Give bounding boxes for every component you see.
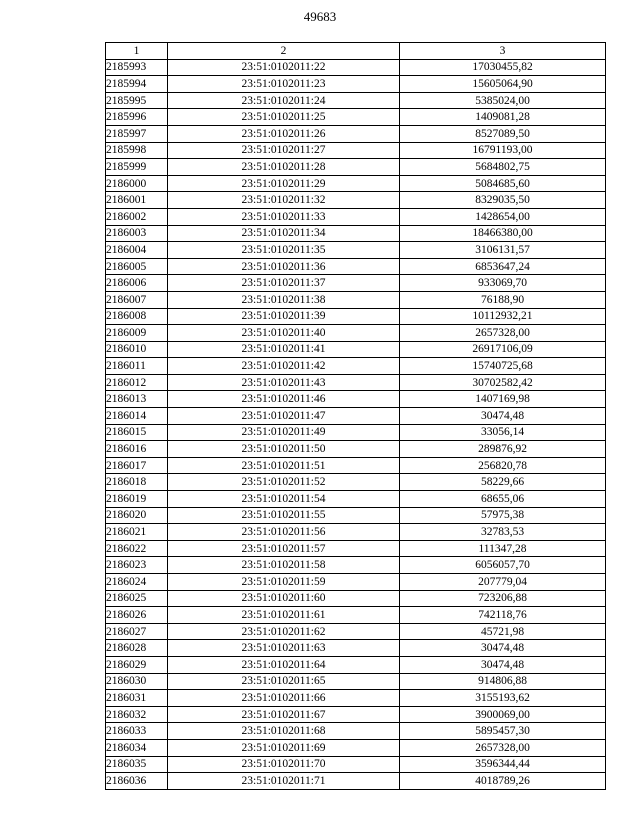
value-cell: 4018789,26 [400,773,606,790]
cadastral-number-cell: 23:51:0102011:26 [168,125,400,142]
cadastral-number-cell: 23:51:0102011:68 [168,723,400,740]
value-cell: 2657328,00 [400,739,606,756]
value-cell: 33056,14 [400,424,606,441]
row-number-cell: 2186010 [106,341,168,358]
cadastral-number-cell: 23:51:0102011:43 [168,374,400,391]
table-row [106,756,606,773]
value-cell: 18466380,00 [400,225,606,242]
table-header-row [106,43,606,60]
value-cell: 3596344,44 [400,756,606,773]
row-number-cell: 2186026 [106,607,168,624]
value-cell: 111347,28 [400,540,606,557]
value-cell: 5084685,60 [400,175,606,192]
cadastral-number-cell: 23:51:0102011:50 [168,441,400,458]
row-number-cell: 2186002 [106,208,168,225]
value-cell: 76188,90 [400,291,606,308]
table-row [106,208,606,225]
value-cell: 30702582,42 [400,374,606,391]
row-number-cell: 2186003 [106,225,168,242]
value-cell: 30474,48 [400,640,606,657]
value-cell: 3106131,57 [400,242,606,259]
table-row [106,557,606,574]
table-row [106,590,606,607]
row-number-cell: 2186001 [106,192,168,209]
table-row [106,242,606,259]
row-number-cell: 2186015 [106,424,168,441]
value-cell: 8527089,50 [400,125,606,142]
value-cell: 8329035,50 [400,192,606,209]
row-number-cell: 2186012 [106,374,168,391]
value-cell: 15605064,90 [400,76,606,93]
value-cell: 32783,53 [400,524,606,541]
row-number-cell: 2186030 [106,673,168,690]
row-number-cell: 2186029 [106,656,168,673]
cadastral-number-cell: 23:51:0102011:70 [168,756,400,773]
value-cell: 10112932,21 [400,308,606,325]
cadastral-number-cell: 23:51:0102011:59 [168,574,400,591]
table-row [106,773,606,790]
table-row [106,341,606,358]
value-cell: 742118,76 [400,607,606,624]
table-row [106,325,606,342]
cadastral-number-cell: 23:51:0102011:29 [168,175,400,192]
table-row [106,457,606,474]
table-row [106,258,606,275]
cadastral-number-cell: 23:51:0102011:47 [168,408,400,425]
table-row [106,308,606,325]
value-cell: 256820,78 [400,457,606,474]
cadastral-number-cell: 23:51:0102011:39 [168,308,400,325]
value-cell: 17030455,82 [400,59,606,76]
table-row [106,374,606,391]
page-number: 49683 [303,9,337,24]
cadastral-number-cell: 23:51:0102011:33 [168,208,400,225]
value-cell: 15740725,68 [400,358,606,375]
row-number-cell: 2186011 [106,358,168,375]
table-row [106,656,606,673]
row-number-cell: 2185995 [106,92,168,109]
column-header-2: 2 [168,43,400,60]
cadastral-number-cell: 23:51:0102011:42 [168,358,400,375]
cadastral-number-cell: 23:51:0102011:55 [168,507,400,524]
cadastral-number-cell: 23:51:0102011:24 [168,92,400,109]
table-row [106,424,606,441]
row-number-cell: 2186013 [106,391,168,408]
value-cell: 3155193,62 [400,690,606,707]
table-row [106,623,606,640]
row-number-cell: 2186004 [106,242,168,259]
table-row [106,175,606,192]
table-row [106,159,606,176]
cadastral-number-cell: 23:51:0102011:36 [168,258,400,275]
value-cell: 6056057,70 [400,557,606,574]
row-number-cell: 2186014 [106,408,168,425]
value-cell: 58229,66 [400,474,606,491]
registry-table [105,42,606,790]
value-cell: 45721,98 [400,623,606,640]
table-row [106,739,606,756]
cadastral-number-cell: 23:51:0102011:61 [168,607,400,624]
table-row [106,441,606,458]
cadastral-number-cell: 23:51:0102011:23 [168,76,400,93]
row-number-cell: 2186008 [106,308,168,325]
table-row [106,275,606,292]
row-number-cell: 2186031 [106,690,168,707]
row-number-cell: 2185993 [106,59,168,76]
value-cell: 2657328,00 [400,325,606,342]
cadastral-number-cell: 23:51:0102011:41 [168,341,400,358]
table-row [106,540,606,557]
cadastral-number-cell: 23:51:0102011:34 [168,225,400,242]
table-row [106,192,606,209]
row-number-cell: 2186025 [106,590,168,607]
cadastral-number-cell: 23:51:0102011:46 [168,391,400,408]
value-cell: 5684802,75 [400,159,606,176]
cadastral-number-cell: 23:51:0102011:64 [168,656,400,673]
cadastral-number-cell: 23:51:0102011:25 [168,109,400,126]
cadastral-number-cell: 23:51:0102011:65 [168,673,400,690]
value-cell: 5895457,30 [400,723,606,740]
cadastral-number-cell: 23:51:0102011:54 [168,491,400,508]
table-row [106,640,606,657]
row-number-cell: 2185998 [106,142,168,159]
cadastral-number-cell: 23:51:0102011:49 [168,424,400,441]
value-cell: 26917106,09 [400,341,606,358]
table-row [106,673,606,690]
row-number-cell: 2185997 [106,125,168,142]
row-number-cell: 2185994 [106,76,168,93]
table-row [106,358,606,375]
row-number-cell: 2186032 [106,706,168,723]
cadastral-number-cell: 23:51:0102011:56 [168,524,400,541]
row-number-cell: 2186034 [106,739,168,756]
cadastral-number-cell: 23:51:0102011:22 [168,59,400,76]
row-number-cell: 2185999 [106,159,168,176]
cadastral-number-cell: 23:51:0102011:40 [168,325,400,342]
cadastral-number-cell: 23:51:0102011:67 [168,706,400,723]
cadastral-number-cell: 23:51:0102011:32 [168,192,400,209]
row-number-cell: 2186035 [106,756,168,773]
table-row [106,507,606,524]
value-cell: 3900069,00 [400,706,606,723]
value-cell: 6853647,24 [400,258,606,275]
table-row [106,59,606,76]
row-number-cell: 2186019 [106,491,168,508]
table-row [106,690,606,707]
cadastral-number-cell: 23:51:0102011:28 [168,159,400,176]
table-row [106,291,606,308]
row-number-cell: 2186000 [106,175,168,192]
cadastral-number-cell: 23:51:0102011:66 [168,690,400,707]
cadastral-number-cell: 23:51:0102011:63 [168,640,400,657]
cadastral-number-cell: 23:51:0102011:51 [168,457,400,474]
table-row [106,706,606,723]
table-row [106,408,606,425]
row-number-cell: 2186009 [106,325,168,342]
row-number-cell: 2186023 [106,557,168,574]
row-number-cell: 2186005 [106,258,168,275]
value-cell: 1409081,28 [400,109,606,126]
table-row [106,723,606,740]
table-row [106,225,606,242]
value-cell: 723206,88 [400,590,606,607]
row-number-cell: 2186020 [106,507,168,524]
table-row [106,574,606,591]
value-cell: 289876,92 [400,441,606,458]
row-number-cell: 2185996 [106,109,168,126]
cadastral-number-cell: 23:51:0102011:71 [168,773,400,790]
row-number-cell: 2186024 [106,574,168,591]
table-row [106,76,606,93]
cadastral-number-cell: 23:51:0102011:35 [168,242,400,259]
value-cell: 57975,38 [400,507,606,524]
row-number-cell: 2186017 [106,457,168,474]
value-cell: 68655,06 [400,491,606,508]
cadastral-number-cell: 23:51:0102011:27 [168,142,400,159]
value-cell: 1407169,98 [400,391,606,408]
table-row [106,142,606,159]
row-number-cell: 2186007 [106,291,168,308]
value-cell: 16791193,00 [400,142,606,159]
table-row [106,92,606,109]
row-number-cell: 2186028 [106,640,168,657]
column-header-1: 1 [106,43,168,60]
table-body [106,59,606,789]
row-number-cell: 2186016 [106,441,168,458]
row-number-cell: 2186022 [106,540,168,557]
value-cell: 914806,88 [400,673,606,690]
value-cell: 5385024,00 [400,92,606,109]
column-header-3: 3 [400,43,606,60]
cadastral-number-cell: 23:51:0102011:62 [168,623,400,640]
cadastral-number-cell: 23:51:0102011:57 [168,540,400,557]
row-number-cell: 2186018 [106,474,168,491]
cadastral-number-cell: 23:51:0102011:52 [168,474,400,491]
row-number-cell: 2186033 [106,723,168,740]
cadastral-number-cell: 23:51:0102011:58 [168,557,400,574]
table-row [106,607,606,624]
table-row [106,491,606,508]
value-cell: 207779,04 [400,574,606,591]
table-row [106,524,606,541]
row-number-cell: 2186027 [106,623,168,640]
table-row [106,109,606,126]
cadastral-number-cell: 23:51:0102011:38 [168,291,400,308]
row-number-cell: 2186021 [106,524,168,541]
row-number-cell: 2186006 [106,275,168,292]
value-cell: 1428654,00 [400,208,606,225]
cadastral-number-cell: 23:51:0102011:60 [168,590,400,607]
table-row [106,474,606,491]
cadastral-number-cell: 23:51:0102011:69 [168,739,400,756]
cadastral-number-cell: 23:51:0102011:37 [168,275,400,292]
row-number-cell: 2186036 [106,773,168,790]
table-row [106,125,606,142]
table-row [106,391,606,408]
value-cell: 933069,70 [400,275,606,292]
value-cell: 30474,48 [400,408,606,425]
value-cell: 30474,48 [400,656,606,673]
